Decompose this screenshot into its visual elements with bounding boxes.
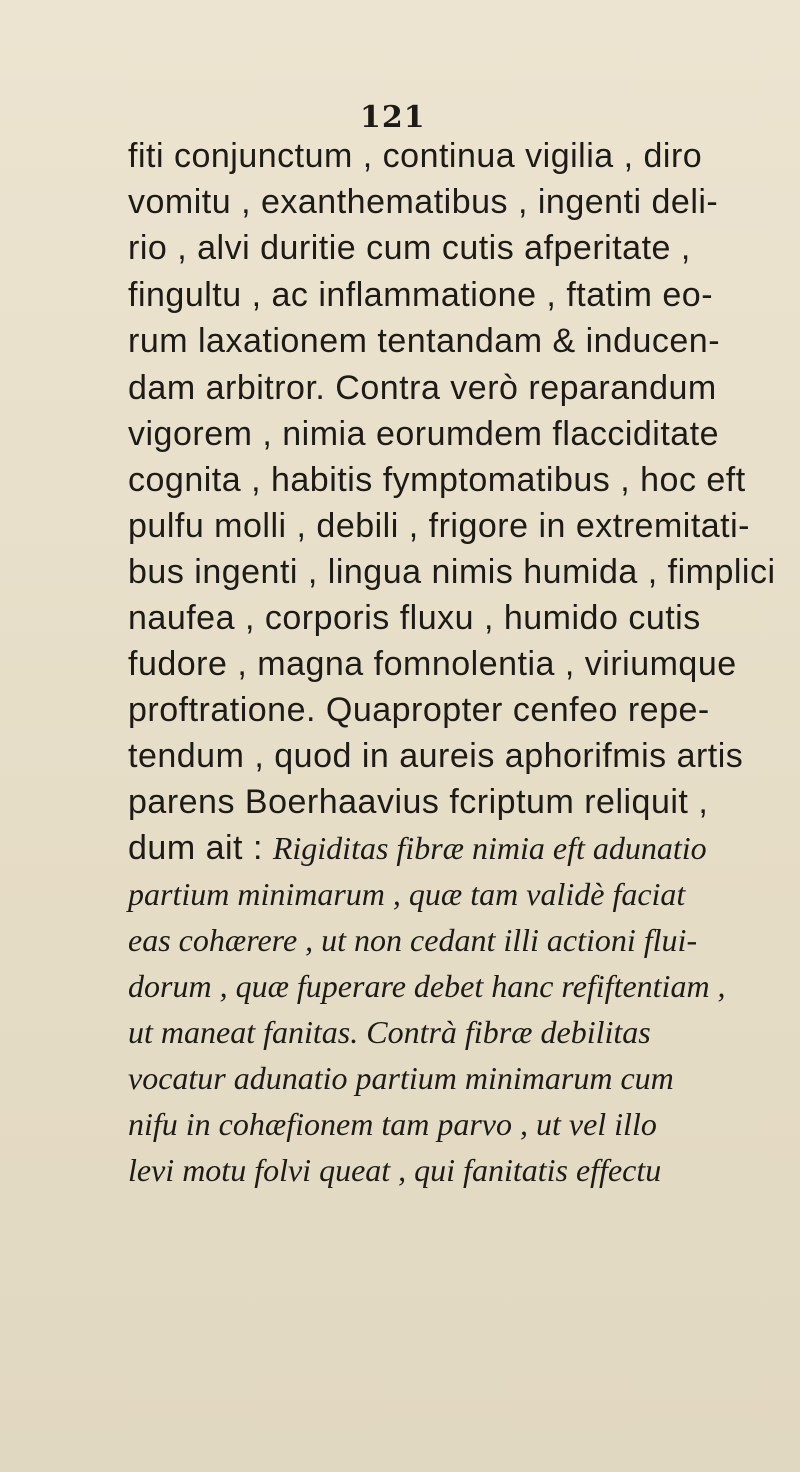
text-line: vomitu , exanthematibus , ingenti deli- <box>128 183 719 221</box>
text-span-italic: Rigiditas fibræ nimia eft adunatio <box>272 830 707 866</box>
text-line: nifu in cohæfionem tam parvo , ut vel illo <box>128 1106 657 1142</box>
text-line: fingultu , ac inflammatione , ftatim eo- <box>128 276 714 314</box>
text-line: proftratione. Quapropter cenfeo repe- <box>128 691 710 729</box>
text-line: pulfu molli , debili , frigore in extremitati- <box>128 507 751 545</box>
text-line: eas cohærere , ut non cedant illi actioni flui- <box>128 922 698 958</box>
text-line: tendum , quod in aureis aphorifmis artis <box>128 737 744 775</box>
text-line: rio , alvi duritie cum cutis afperitate , <box>128 229 691 267</box>
text-line: fiti conjunctum , continua vigilia , diro <box>128 137 703 175</box>
text-span-roman: dum ait : <box>128 829 273 867</box>
text-line: fudore , magna fomnolentia , viriumque <box>128 645 737 683</box>
text-line: vocatur adunatio partium minimarum cum <box>128 1060 674 1096</box>
text-line: parens Boerhaavius fcriptum reliquit , <box>128 783 709 821</box>
text-line: vigorem , nimia eorumdem flacciditate <box>128 415 720 453</box>
text-line: dorum , quæ fuperare debet hanc refiftentiam , <box>128 968 726 1004</box>
text-line: cognita , habitis fymptomatibus , hoc eft <box>128 461 746 499</box>
text-line-mixed <box>128 826 707 870</box>
text-line: levi motu folvi queat , qui fanitatis effectu <box>128 1152 662 1188</box>
text-line: bus ingenti , lingua nimis humida , fimplici <box>128 553 776 591</box>
text-line: ut maneat fanitas. Contrà fibræ debilitas <box>128 1014 651 1050</box>
text-line: rum laxationem tentandam & inducen- <box>128 322 721 360</box>
page-number: 121 <box>360 100 426 135</box>
text-line: dam arbitror. Contra verò reparandum <box>128 369 717 407</box>
text-line: naufea , corporis fluxu , humido cutis <box>128 599 701 637</box>
text-line: partium minimarum , quæ tam validè faciat <box>128 876 686 912</box>
